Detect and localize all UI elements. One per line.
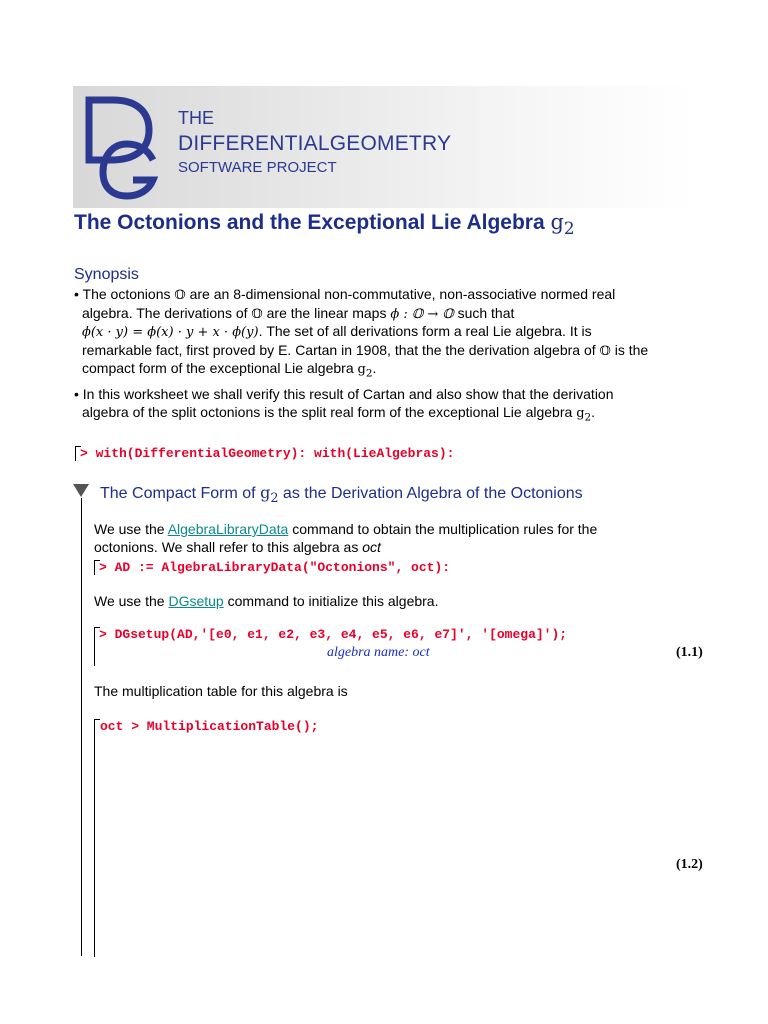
section-paragraph-3: The multiplication table for this algebra is	[94, 683, 348, 699]
dgsetup-link[interactable]: DGsetup	[168, 593, 224, 609]
synopsis-bullet-1: • The octonions 𝕆 are an 8-dimensional non-commutative, non-associative normed real algebra. The derivations of 𝕆 are the linear maps ϕ : 𝕆 → 𝕆 such that ϕ(x · y) = ϕ(x) · y + x · ϕ(y). The set of all derivations form a real Lie algebra. It is remarkable fact, first proved by E. Cartan in 1908, that the the derivation algebra of 𝕆 is the compact form of the exceptional Lie algebra $g_2$.	[74, 286, 649, 380]
synopsis-heading: Synopsis	[74, 266, 139, 283]
equation-label-1-1: (1.1)	[676, 645, 703, 660]
section-bracket-line	[81, 498, 82, 956]
brand-name: DIFFERENTIALGEOMETRY	[178, 132, 452, 155]
equation-label-1-2: (1.2)	[676, 857, 703, 872]
algebralibrarydata-link[interactable]: AlgebraLibraryData	[167, 521, 289, 537]
dg-logo-icon	[83, 92, 163, 200]
page-title	[74, 210, 575, 238]
execution-group-bracket[interactable]	[94, 719, 100, 957]
page-title-text: The Octonions and the Exceptional Lie Algebra	[74, 211, 545, 234]
command-algebra-library-data[interactable]: > AD := AlgebraLibraryData("Octonions", oct):	[99, 560, 451, 575]
command-multiplication-table[interactable]: oct > MultiplicationTable();	[100, 719, 319, 734]
brand-subtitle: SOFTWARE PROJECT	[178, 159, 337, 176]
dg-banner	[73, 86, 695, 208]
section-paragraph-2: We use the DGsetup command to initialize this algebra.	[94, 593, 439, 609]
command-with-packages[interactable]: > with(DifferentialGeometry): with(LieAlgebras):	[80, 446, 455, 461]
section-collapse-toggle-icon[interactable]	[73, 484, 89, 497]
section-heading: The Compact Form of $g_2$ as the Derivation Algebra of the Octonions	[100, 483, 583, 507]
command-dgsetup[interactable]: > DGsetup(AD,'[e0, e1, e2, e3, e4, e5, e6, e7]', '[omega]');	[99, 627, 568, 642]
output-algebra-name: algebra name: oct	[327, 645, 430, 660]
brand-the: THE	[178, 108, 214, 128]
synopsis-bullet-2: • In this worksheet we shall verify this result of Cartan and also show that the derivation algebra of the split octonions is the split real form of the exceptional Lie algebra $g_2$.	[74, 386, 614, 424]
g2-symbol: $g_2$	[550, 210, 575, 239]
section-paragraph-1: We use the AlgebraLibraryData command to obtain the multiplication rules for the octonions. We shall refer to this algebra as oct	[94, 521, 598, 555]
